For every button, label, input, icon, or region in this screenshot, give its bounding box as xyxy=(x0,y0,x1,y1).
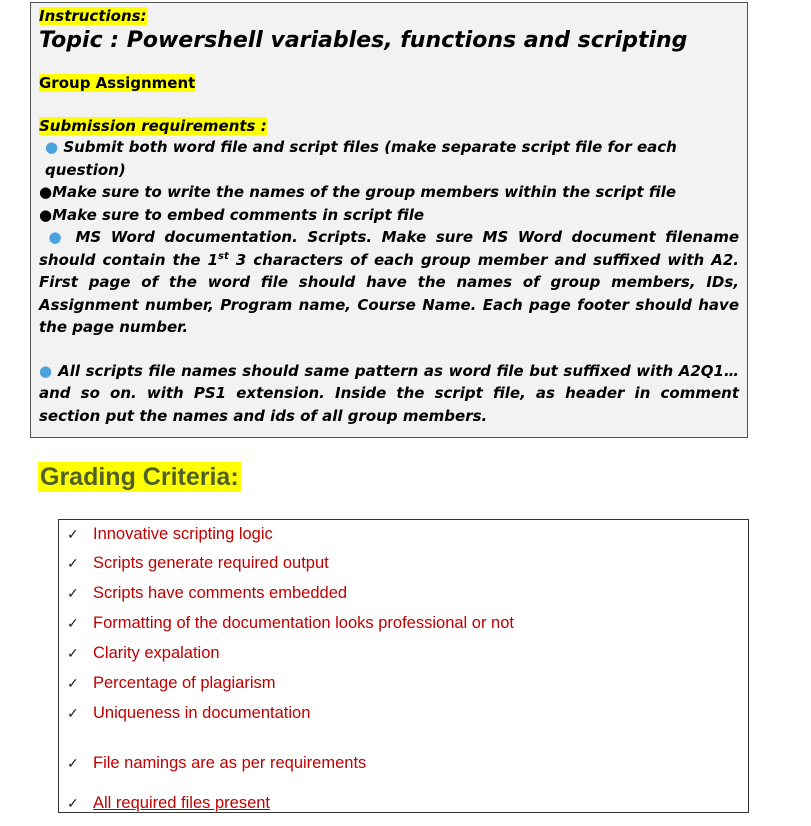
criteria-item: ✓ All required files present xyxy=(67,794,271,812)
bullet-dot-icon: ● xyxy=(39,205,53,224)
check-icon: ✓ xyxy=(67,755,79,771)
criteria-item: ✓ Formatting of the documentation looks professional or not xyxy=(67,614,514,632)
criteria-item: ✓ Percentage of plagiarism xyxy=(67,674,276,692)
check-icon: ✓ xyxy=(67,585,79,601)
group-assignment-label: Group Assignment xyxy=(39,74,196,92)
check-icon: ✓ xyxy=(67,615,79,631)
bullet-item: ●Make sure to write the names of the group members within the script file xyxy=(39,183,677,201)
bullet-dot-icon: ● xyxy=(39,183,53,201)
criteria-item: ✓ Scripts have comments embedded xyxy=(67,584,348,602)
criteria-item: ✓ File namings are as per requirements xyxy=(67,754,367,772)
submission-requirements-label: Submission requirements : xyxy=(39,117,267,135)
check-icon: ✓ xyxy=(67,555,79,571)
bullet-dot-icon: ● xyxy=(48,228,76,246)
grading-criteria-heading: Grading Criteria: xyxy=(40,463,239,491)
check-icon: ✓ xyxy=(67,675,79,691)
bullet-dot-icon: ● xyxy=(45,138,64,156)
check-icon: ✓ xyxy=(67,645,79,661)
criteria-item: ✓ Innovative scripting logic xyxy=(67,525,273,543)
grading-criteria-box xyxy=(58,519,749,813)
check-icon: ✓ xyxy=(67,705,79,721)
instructions-label: Instructions: xyxy=(39,7,147,25)
documentation-paragraph: ● MS Word documentation. Scripts. Make sure MS Word document filename should contain the 1st 3 characters of each group member and suffixed with A2. First page of the word file should have the names of group members, IDs, Assignment number, Program name, Course Name. Each page footer should have the page number. xyxy=(39,228,739,336)
topic-title: Topic : Powershell variables, functions and scripting xyxy=(39,28,688,53)
bullet-item: ● Submit both word file and script files (make separate script file for each question) xyxy=(45,138,677,179)
check-icon: ✓ xyxy=(67,795,79,811)
bullet-item: ●Make sure to embed comments in script file xyxy=(39,205,425,224)
criteria-item: ✓ Scripts generate required output xyxy=(67,554,329,572)
bullet-dot-icon: ● xyxy=(39,361,59,380)
criteria-item: ✓ Clarity expalation xyxy=(67,644,220,662)
instructions-box xyxy=(30,2,748,438)
criteria-item: ✓ Uniqueness in documentation xyxy=(67,704,311,722)
check-icon: ✓ xyxy=(67,526,79,542)
script-naming-paragraph: ● All scripts file names should same pattern as word file but suffixed with A2Q1… and so on. with PS1 extension. Inside the script file, as header in comment section put the names and ids of all group members. xyxy=(39,361,739,425)
